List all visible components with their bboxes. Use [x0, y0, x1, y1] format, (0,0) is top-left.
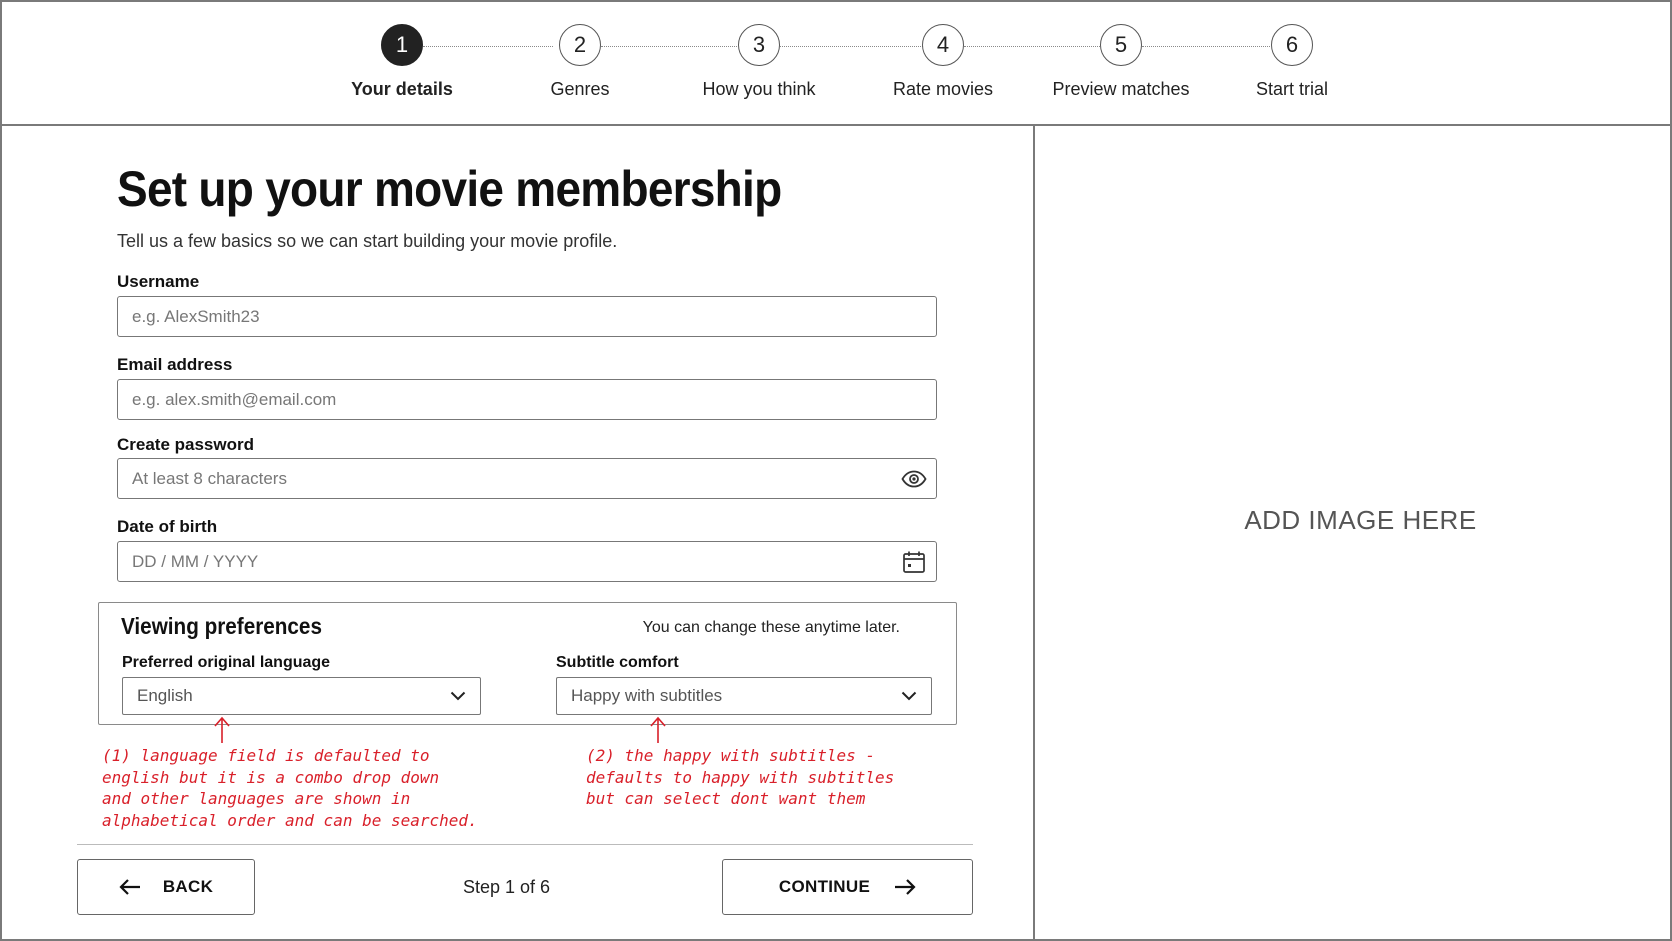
step-rate-movies[interactable] [843, 24, 1043, 100]
step-number: 5 [1100, 24, 1142, 66]
calendar-icon[interactable] [892, 542, 936, 581]
dob-placeholder: DD / MM / YYYY [132, 551, 259, 571]
username-input[interactable] [117, 296, 937, 337]
subtitle-annotation: (2) the happy with subtitles - defaults to happy with subtitles but can select dont want them [586, 746, 895, 808]
language-annotation: (1) language field is defaulted to english but it is a combo drop down and other languages are shown in alphabetical order and can be searched. [102, 746, 478, 830]
continue-label: CONTINUE [778, 877, 871, 896]
email-placeholder: e.g. alex.smith@email.com [132, 389, 337, 409]
arrow-right-icon [894, 878, 916, 896]
subtitle-comfort-label: Subtitle comfort [556, 654, 679, 671]
dob-input[interactable] [117, 541, 937, 582]
annotation-arrow-icon [212, 716, 232, 744]
email-label: Email address [117, 355, 233, 374]
step-how-you-think[interactable] [659, 24, 859, 100]
step-your-details[interactable] [302, 24, 502, 100]
step-count: Step 1 of 6 [463, 877, 551, 897]
chevron-down-icon [887, 691, 931, 701]
language-select[interactable] [122, 677, 481, 715]
step-number: 1 [381, 24, 423, 66]
step-label: Your details [351, 79, 453, 99]
footer-divider [77, 844, 973, 845]
language-label: Preferred original language [122, 654, 331, 671]
step-start-trial[interactable] [1192, 24, 1392, 100]
viewing-preferences-panel [98, 602, 957, 725]
back-label: BACK [162, 877, 214, 896]
username-placeholder: e.g. AlexSmith23 [132, 306, 260, 326]
password-label: Create password [117, 435, 254, 454]
dob-label: Date of birth [117, 517, 218, 536]
language-value: English [137, 686, 193, 705]
step-number: 6 [1271, 24, 1313, 66]
page-subtitle: Tell us a few basics so we can start building your movie profile. [117, 231, 618, 251]
subtitle-comfort-value: Happy with subtitles [571, 686, 723, 705]
password-placeholder: At least 8 characters [132, 468, 287, 488]
email-input[interactable] [117, 379, 937, 420]
step-number: 2 [559, 24, 601, 66]
page-title: Set up your movie membership [117, 161, 782, 217]
eye-icon[interactable] [892, 459, 936, 498]
step-label: Rate movies [892, 79, 994, 99]
step-preview-matches[interactable] [1021, 24, 1221, 100]
step-label: How you think [702, 79, 816, 99]
viewing-preferences-title: Viewing preferences [121, 613, 322, 639]
step-label: Start trial [1255, 79, 1329, 99]
step-label: Preview matches [1052, 79, 1190, 99]
arrow-left-icon [119, 878, 141, 896]
step-number: 4 [922, 24, 964, 66]
annotation-arrow-icon [648, 716, 668, 744]
image-placeholder-text: ADD IMAGE HERE [1244, 505, 1477, 535]
password-input[interactable] [117, 458, 937, 499]
progress-stepper [0, 0, 1672, 126]
username-label: Username [117, 272, 200, 291]
back-button[interactable] [77, 859, 255, 915]
subtitle-comfort-select[interactable] [556, 677, 932, 715]
step-label: Genres [550, 79, 610, 99]
step-genres[interactable] [480, 24, 680, 100]
chevron-down-icon [436, 691, 480, 701]
viewing-preferences-note: You can change these anytime later. [642, 619, 900, 636]
step-number: 3 [738, 24, 780, 66]
continue-button[interactable] [722, 859, 973, 915]
image-panel [1033, 126, 1672, 941]
